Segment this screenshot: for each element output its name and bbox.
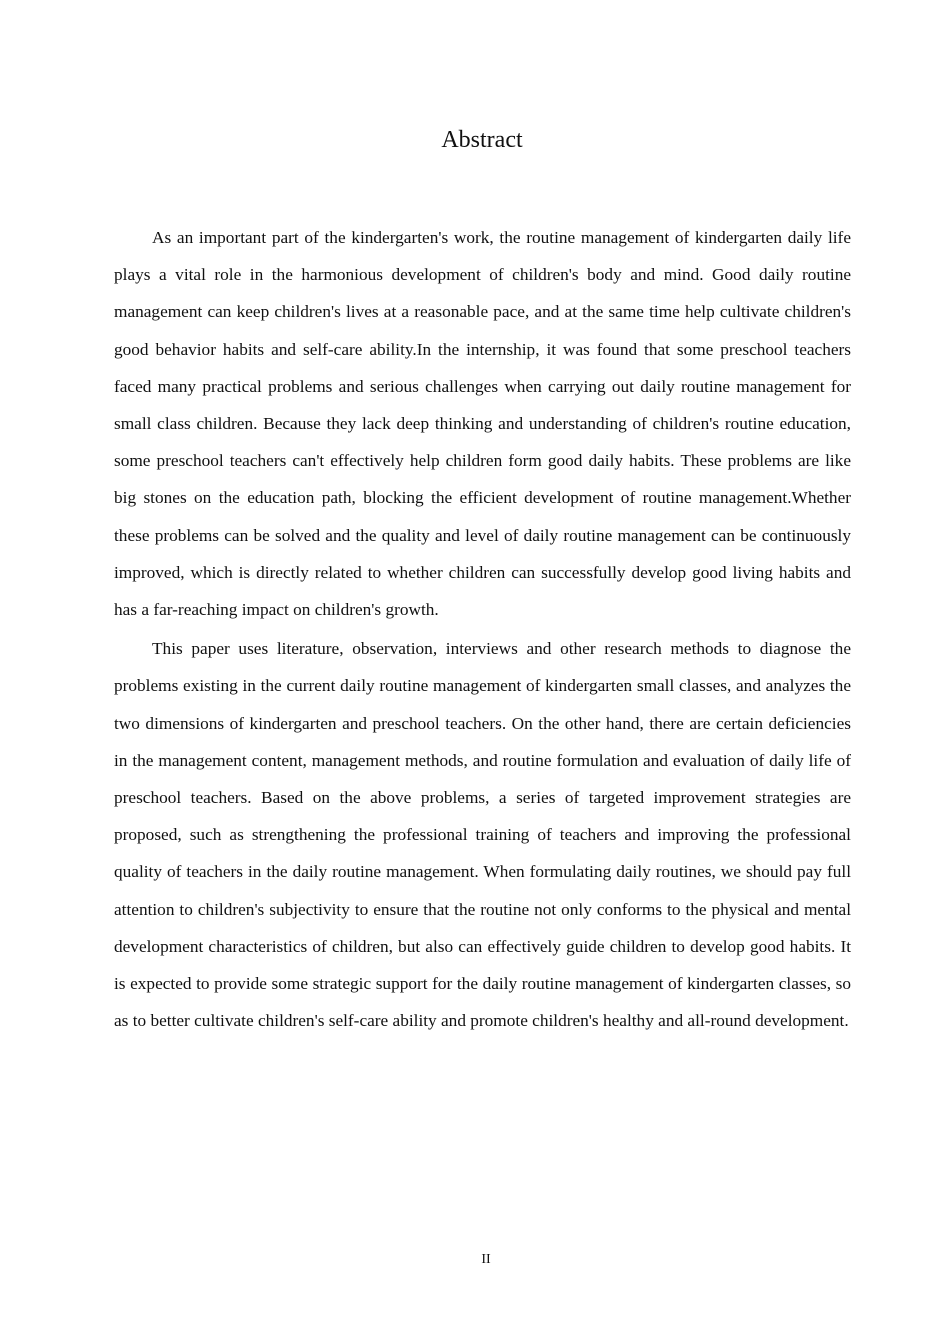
page-title: Abstract: [441, 127, 523, 153]
abstract-paragraph-1: As an important part of the kindergarten's work, the routine management of kindergarten daily life plays a vital role in the harmonious development of children's body and mind. Good daily routine management can keep children's lives at a reasonable pace, and at the same time help cultivate children's good behavior habits and self-care ability.In the internship, it was found that some preschool teachers faced many practical problems and serious challenges when carrying out daily routine management for small class children. Because they lack deep thinking and understanding of children's routine education, some preschool teachers can't effectively help children form good daily habits. These problems are like big stones on the education path, blocking the efficient development of routine management.Whether these problems can be solved and the quality and level of daily routine management can be continuously improved, which is directly related to whether children can successfully develop good living habits and has a far-reaching impact on children's growth.: [114, 228, 851, 620]
abstract-body: [114, 219, 851, 1039]
page-number: II: [481, 1252, 491, 1267]
abstract-paragraph-2: This paper uses literature, observation, interviews and other research methods to diagnose the problems existing in the current daily routine management of kindergarten small classes, and analyzes the two dimensions of kindergarten and preschool teachers. On the other hand, there are certain deficiencies in the management content, management methods, and routine formulation and evaluation of daily life of preschool teachers. Based on the above problems, a series of targeted improvement strategies are proposed, such as strengthening the professional training of teachers and improving the professional quality of teachers in the daily routine management. When formulating daily routines, we should pay full attention to children's subjectivity to ensure that the routine not only conforms to the physical and mental development characteristics of children, but also can effectively guide children to develop good habits. It is expected to provide some strategic support for the daily routine management of kindergarten classes, so as to better cultivate children's self-care ability and promote children's healthy and all-round development.: [114, 639, 851, 1031]
